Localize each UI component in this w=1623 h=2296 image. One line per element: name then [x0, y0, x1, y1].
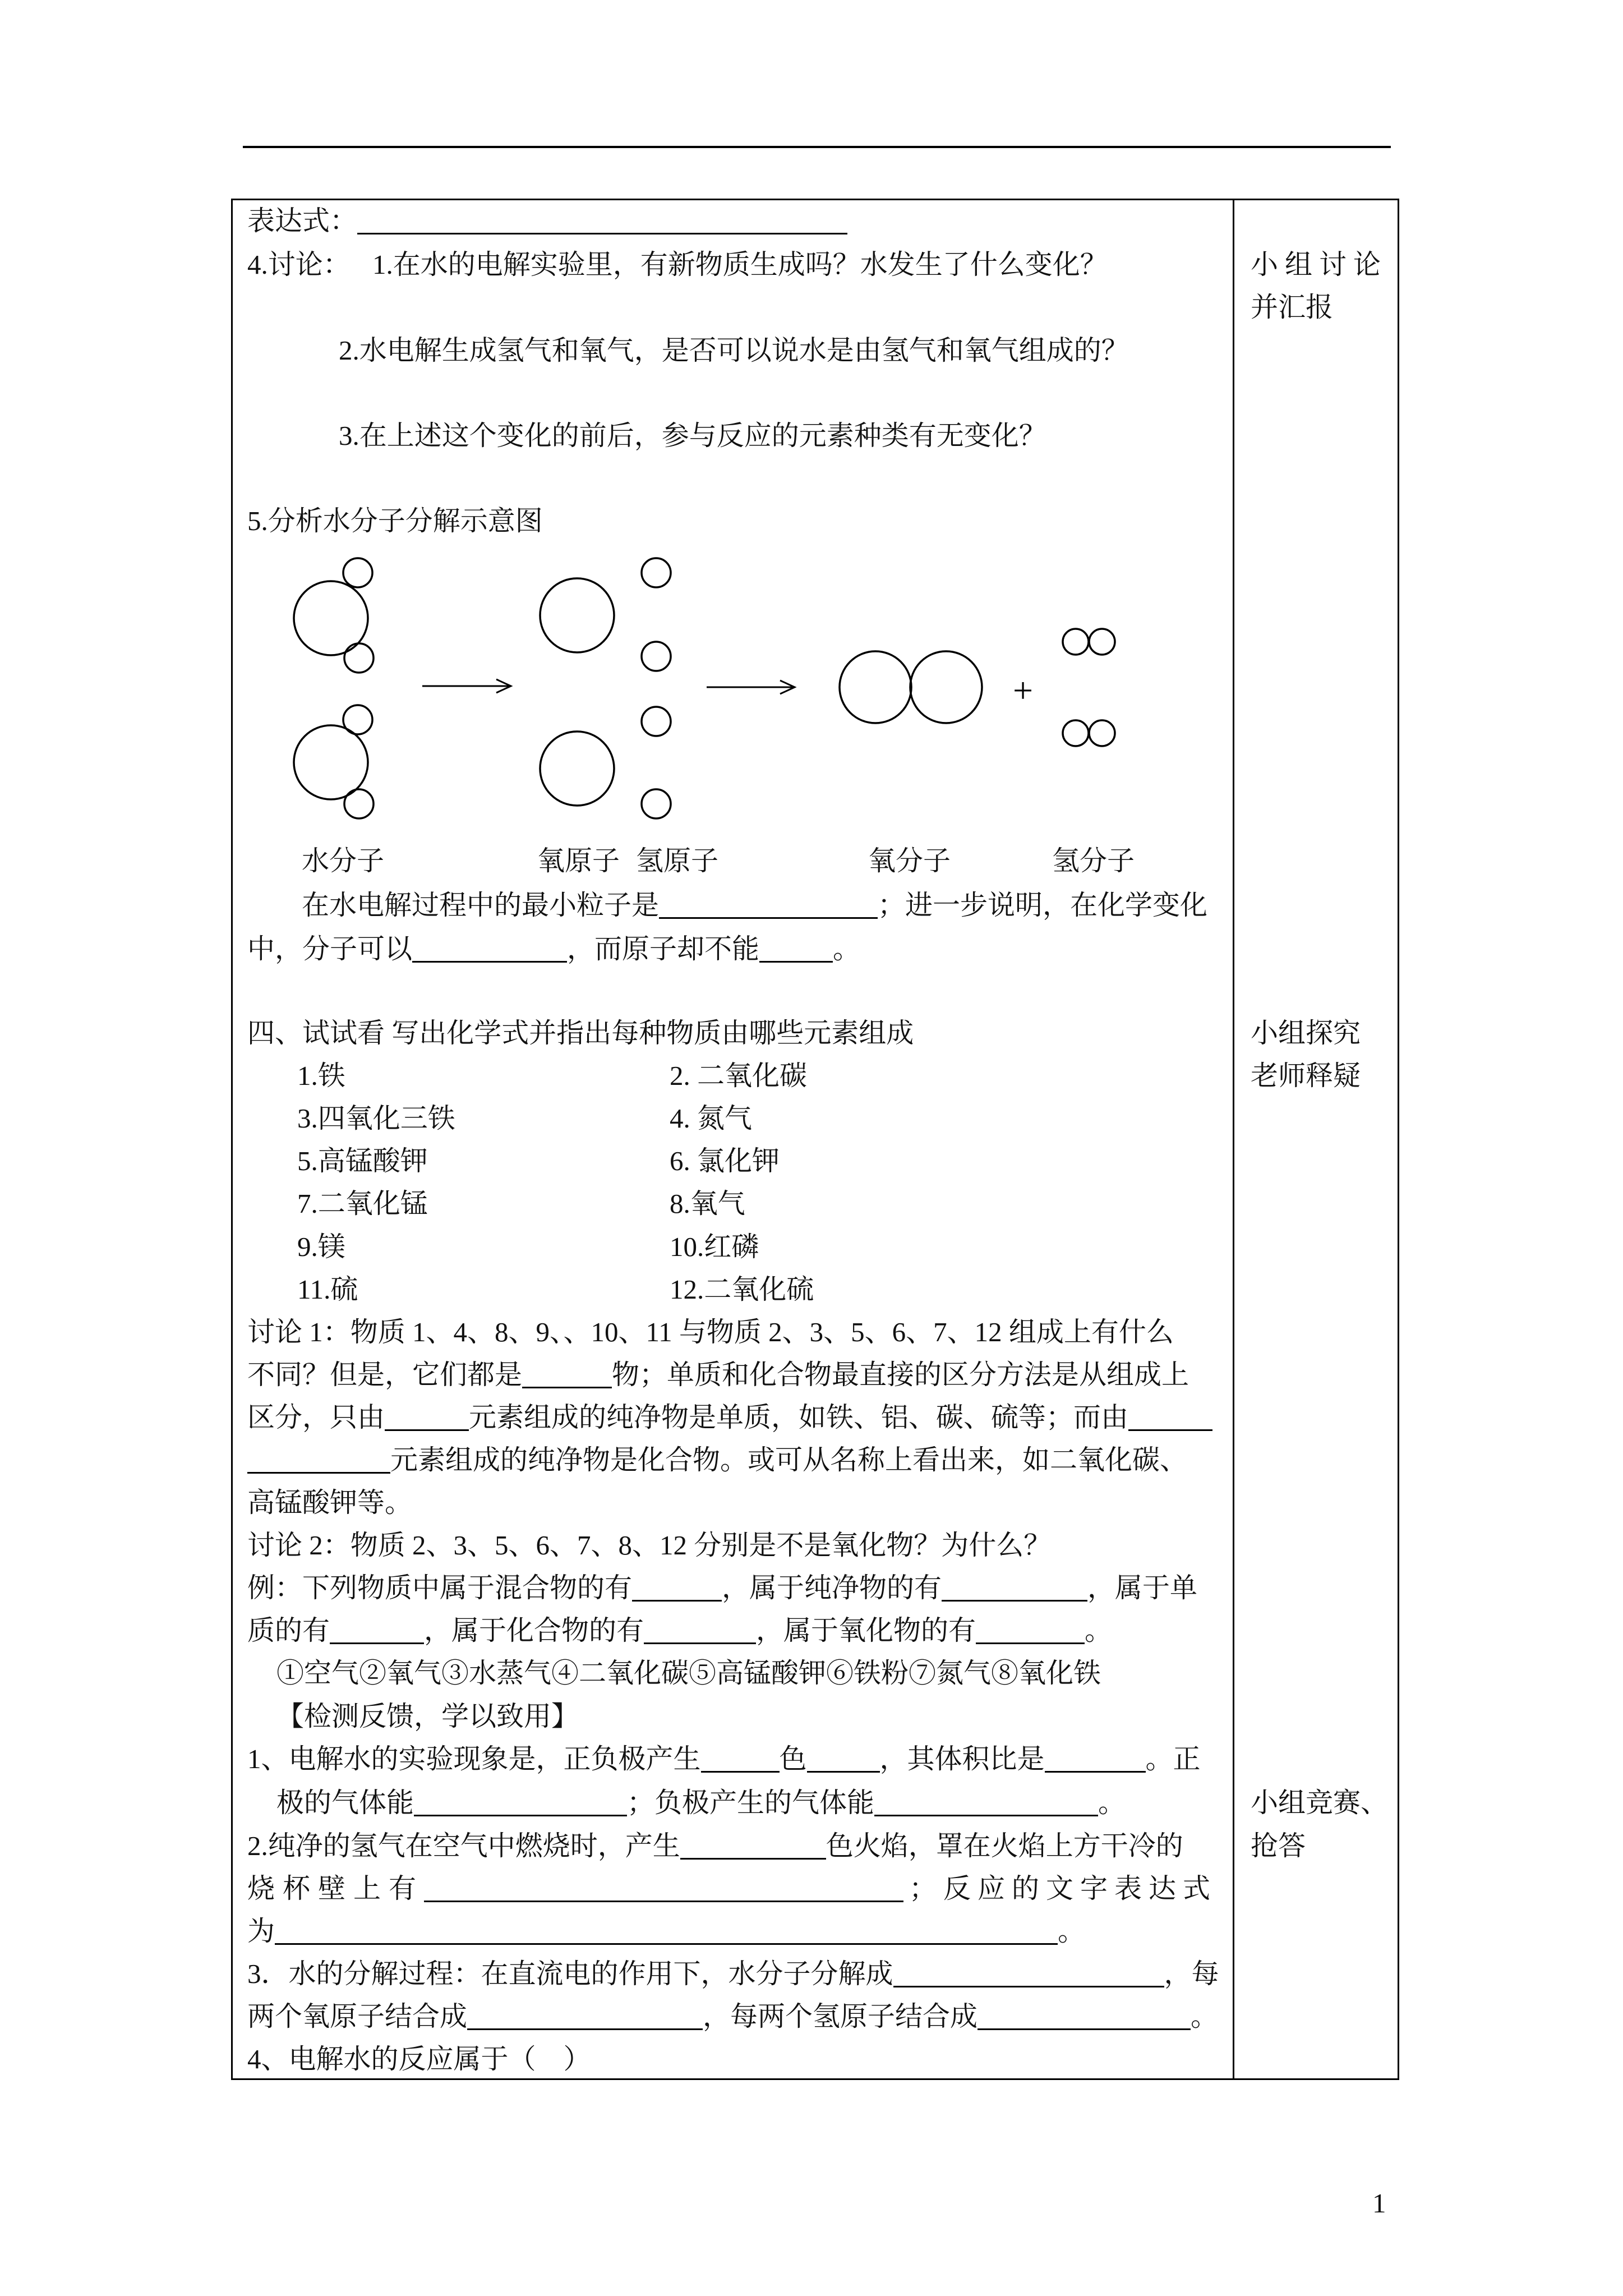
text-segment: 。: [1098, 1787, 1126, 1818]
substance-item: 10.红磷: [670, 1231, 759, 1262]
feedback-q2-line-2: [247, 1872, 1217, 1906]
substance-item: 1.铁: [297, 1060, 345, 1091]
feedback-q2-line-1: [247, 1829, 1183, 1863]
answer-blank: [701, 1771, 780, 1773]
text-segment: 物；单质和化合物最直接的区分方法是从组成上: [612, 1359, 1189, 1390]
answer-blank: [893, 1986, 1164, 1987]
text-segment: ；负极产生的气体能: [627, 1787, 875, 1818]
text-segment: 区分，只由: [247, 1402, 385, 1433]
hydrogen-atom-circle: [1063, 720, 1089, 746]
text-segment: 。正: [1145, 1743, 1201, 1774]
discussion-question-1: 1.在水的电解实验里，有新物质生成吗？水发生了什么变化？: [372, 249, 1108, 280]
substance-item: 8.氧气: [670, 1188, 745, 1219]
label-oxygen-atom: 氧原子: [537, 845, 620, 876]
hydrogen-atom-circle: [343, 558, 372, 587]
text-segment: 极的气体能: [276, 1787, 414, 1818]
label-oxygen-molecule: 氧分子: [868, 845, 951, 876]
text-segment: 元素组成的纯净物是单质，如铁、铝、碳、硫等；而由: [469, 1402, 1129, 1433]
answer-blank: [522, 1387, 612, 1388]
text-segment: 不同？但是，它们都是: [247, 1359, 523, 1390]
substance-item: 12.二氧化硫: [670, 1274, 814, 1305]
text-segment: ，属于纯净物的有: [722, 1572, 942, 1603]
hydrogen-atom-circle: [344, 643, 374, 673]
answer-blank: [632, 1600, 722, 1602]
substance-item: 6. 氯化钾: [670, 1145, 780, 1176]
text-segment: 例：下列物质中属于混合物的有: [247, 1572, 633, 1603]
text-segment: ，每: [1164, 1958, 1219, 1989]
answer-blank: [976, 1642, 1085, 1644]
activity-discuss-line-1: 小组讨论: [1251, 249, 1388, 280]
answer-blank: [942, 1600, 1087, 1602]
oxygen-atom-circle: [840, 651, 911, 723]
discussion2: 讨论 2：物质 2、3、5、6、7、8、12 分别是不是氧化物？为什么？: [247, 1530, 1052, 1561]
hydrogen-atom-circle: [1089, 629, 1115, 655]
answer-blank: [414, 1815, 627, 1816]
text-segment: 1、电解水的实验现象是，正负极产生: [247, 1743, 701, 1774]
text-segment: ；反应的文字表达式: [909, 1873, 1218, 1904]
separated-atoms: [540, 558, 671, 818]
text-segment: 。: [1191, 2001, 1219, 2032]
plus-sign: +: [1012, 670, 1034, 710]
hydrogen-atom-circle: [343, 705, 372, 734]
hydrogen-atom-circle: [642, 707, 671, 736]
answer-blank: [275, 1943, 1058, 1945]
answer-blank: [659, 917, 878, 919]
conclusion-line-2: [247, 932, 860, 966]
answer-blank: [412, 961, 567, 963]
substance-item: 3.四氧化三铁: [297, 1103, 455, 1134]
page-number: 1: [1372, 2188, 1386, 2219]
practice-title: 四、试试看 写出化学式并指出每种物质由哪些元素组成: [247, 1018, 914, 1048]
discussion-question-3: 3.在上述这个变化的前后，参与反应的元素种类有无变化？: [339, 420, 1046, 451]
answer-blank: [357, 233, 847, 234]
text-segment: 中，分子可以: [247, 933, 413, 964]
hydrogen-atom-circle: [1063, 629, 1089, 655]
answer-blank: [1045, 1771, 1146, 1773]
text-segment: ；进一步说明，在化学变化: [878, 890, 1208, 921]
feedback-q3-line-1: [247, 1957, 1219, 1991]
water-molecule-top: [294, 558, 374, 673]
discussion-label: 4.讨论：: [247, 249, 351, 280]
answer-blank: [385, 1429, 469, 1431]
text-segment: 元素组成的纯净物是化合物。或可从名称上看出来，如二氧化碳、: [390, 1444, 1188, 1475]
text-segment: ，其体积比是: [879, 1743, 1045, 1774]
answer-blank: [680, 1858, 826, 1860]
text-segment: 烧杯壁上有: [247, 1873, 425, 1904]
text-segment: 色: [779, 1743, 807, 1774]
answer-blank: [330, 1642, 424, 1644]
oxygen-molecule: [840, 651, 982, 723]
text-segment: 质的有: [247, 1615, 330, 1646]
activity-compete-line-1: 小组竞赛、: [1251, 1787, 1389, 1818]
discussion1-line-4: [247, 1443, 1187, 1477]
answer-blank: [978, 2028, 1191, 2030]
substance-item: 4. 氮气: [670, 1103, 753, 1134]
substance-item: 5.高锰酸钾: [297, 1145, 428, 1176]
hydrogen-atom-circle: [642, 558, 671, 587]
discussion1-line-2: [247, 1358, 1189, 1392]
hydrogen-atom-circle: [344, 789, 374, 818]
text-segment: 。: [1058, 1916, 1086, 1947]
substance-item: 7.二氧化锰: [297, 1188, 428, 1219]
text-segment: 色火焰，罩在火焰上方干冷的: [826, 1830, 1183, 1861]
feedback-q1-line-1: [247, 1742, 1201, 1776]
answer-blank: [644, 1642, 756, 1644]
example-line-1: [247, 1571, 1197, 1605]
substance-item: 2. 二氧化碳: [670, 1060, 808, 1091]
feedback-q2-line-3: [247, 1915, 1085, 1948]
text-segment: ，属于单: [1087, 1572, 1198, 1603]
expression-label: 表达式：: [247, 205, 358, 236]
activity-discuss-line-2: 并汇报: [1251, 292, 1334, 323]
hydrogen-atom-circle: [642, 642, 671, 671]
feedback-q1-line-2: [276, 1786, 1126, 1820]
activity-explore-line-2: 老师释疑: [1251, 1060, 1361, 1091]
oxygen-atom-circle: [540, 578, 614, 652]
diagram-title: 5.分析水分子分解示意图: [247, 505, 543, 536]
answer-blank: [467, 2028, 703, 2030]
text-segment: 3．水的分解过程：在直流电的作用下，水分子分解成: [247, 1958, 893, 1989]
text-segment: ，属于化合物的有: [424, 1615, 644, 1646]
text-segment: 两个氧原子结合成: [247, 2001, 468, 2032]
oxygen-atom-circle: [910, 651, 982, 723]
text-segment: 2.纯净的氢气在空气中燃烧时，产生: [247, 1830, 680, 1861]
hydrogen-atom-circle: [1089, 720, 1115, 746]
text-segment: ，而原子却不能: [567, 933, 760, 964]
discussion-question-2: 2.水电解生成氢气和氧气，是否可以说水是由氢气和氧气组成的？: [339, 335, 1129, 366]
answer-blank: [424, 1901, 903, 1902]
label-hydrogen-molecule: 氢分子: [1052, 845, 1135, 876]
answer-blank: [1128, 1429, 1212, 1431]
activity-explore-line-1: 小组探究: [1251, 1018, 1361, 1048]
label-water-molecule: 水分子: [302, 845, 385, 876]
text-segment: 为: [247, 1916, 275, 1947]
activity-compete-line-2: 抢答: [1251, 1830, 1306, 1861]
answer-blank: [807, 1771, 880, 1773]
substance-item: 11.硫: [297, 1274, 358, 1305]
text-segment: ，每两个氢原子结合成: [703, 2001, 978, 2032]
answer-blank: [874, 1815, 1098, 1816]
hydrogen-molecule-bottom: [1063, 720, 1115, 746]
oxygen-atom-circle: [294, 725, 368, 799]
text-segment: 。: [1085, 1615, 1113, 1646]
discussion1-line-1: 讨论 1：物质 1、4、8、9、、10、11 与物质 2、3、5、6、7、12 组成上有什么: [247, 1317, 1174, 1347]
text-segment: ，属于氧化物的有: [756, 1615, 976, 1646]
feedback-q4: 4、电解水的反应属于（ ）: [247, 2044, 591, 2074]
example-items: ①空气②氧气③水蒸气④二氧化碳⑤高锰酸钾⑥铁粉⑦氮气⑧氧化铁: [276, 1658, 1101, 1688]
text-segment: 在水电解过程中的最小粒子是: [302, 890, 660, 921]
label-hydrogen-atom: 氢原子: [636, 845, 719, 876]
water-molecule-bottom: [294, 705, 374, 818]
example-line-2: [247, 1614, 1112, 1648]
feedback-heading: 【检测反馈，学以致用】: [276, 1701, 579, 1732]
right-arrow-icon: [707, 680, 795, 694]
expression-line: [247, 204, 847, 238]
discussion1-line-3: [247, 1401, 1212, 1434]
substance-item: 9.镁: [297, 1231, 345, 1262]
conclusion-line-1: [302, 889, 1207, 922]
discussion1-line-5: 高锰酸钾等。: [247, 1487, 413, 1518]
right-arrow-icon: [422, 679, 511, 693]
feedback-q3-line-2: [247, 2000, 1218, 2033]
oxygen-atom-circle: [540, 731, 614, 806]
hydrogen-atom-circle: [642, 789, 671, 818]
answer-blank: [247, 1472, 390, 1474]
text-segment: 。: [833, 933, 861, 964]
hydrogen-molecule-top: [1063, 629, 1115, 655]
answer-blank: [759, 961, 833, 963]
